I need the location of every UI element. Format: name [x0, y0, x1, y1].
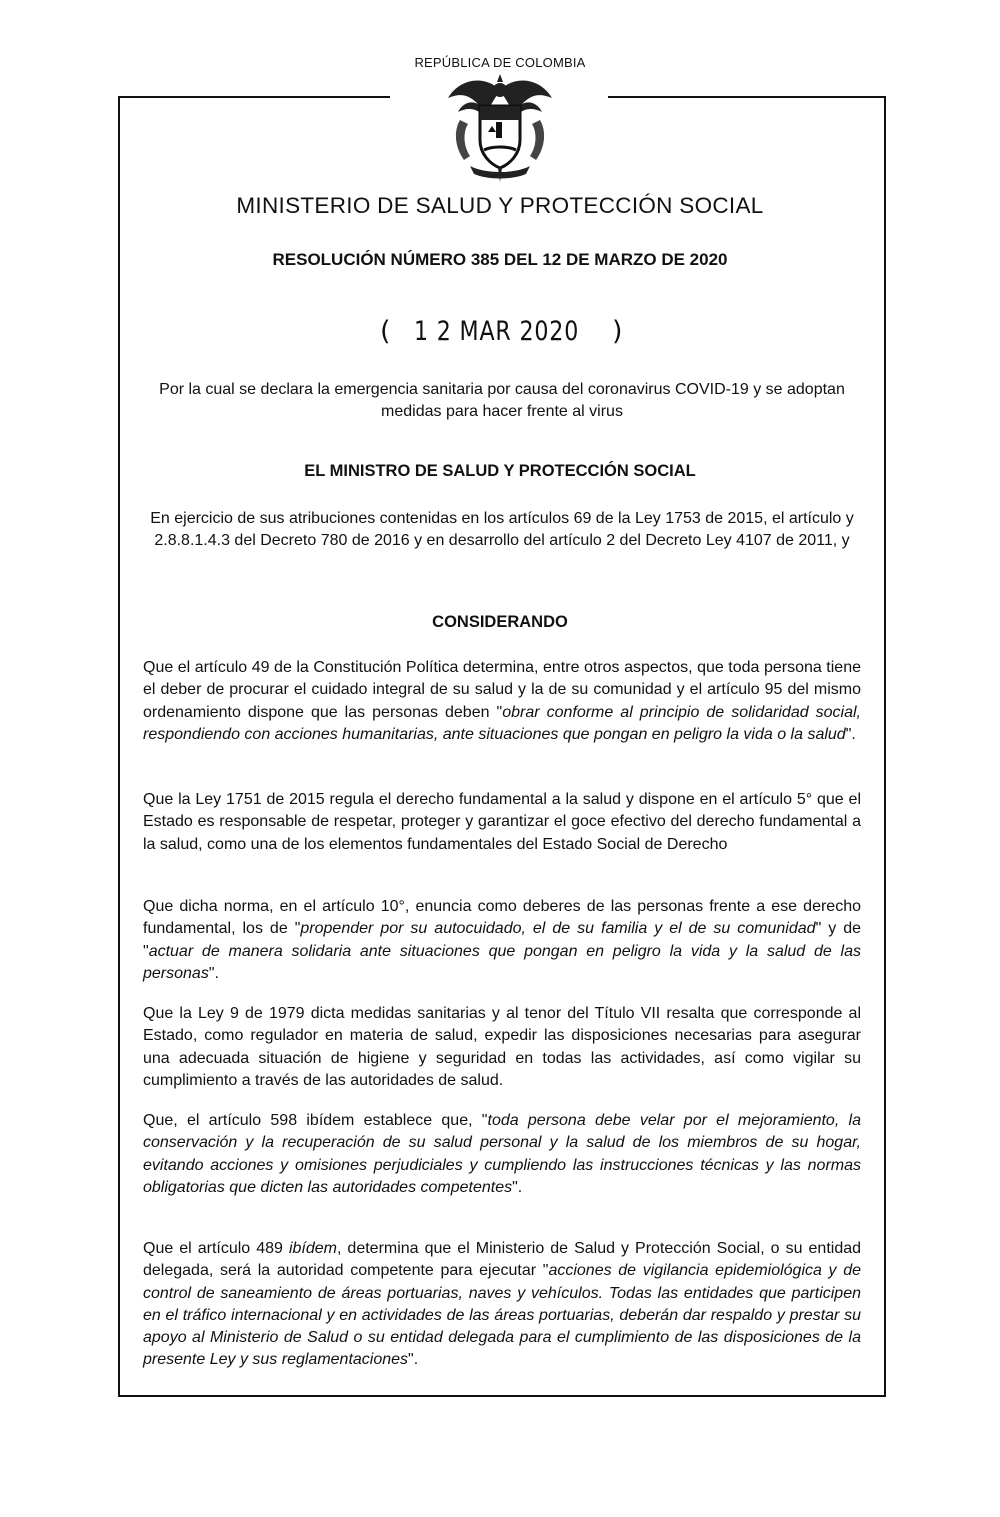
- coat-of-arms-icon: [440, 70, 560, 182]
- paragraph-2: Que la Ley 1751 de 2015 regula el derecho fundamental a la salud y dispone en el artículo 5° que el Estado es responsable de respetar, proteger y garantizar el goce efectivo del derecho fundamental a la salud, como una de los elementos fundamentales del Estado Social de Derecho: [143, 791, 861, 853]
- paragraph-1: [143, 657, 861, 746]
- stamp-open-paren: (: [380, 316, 391, 347]
- minister-heading: EL MINISTRO DE SALUD Y PROTECCIÓN SOCIAL: [304, 462, 696, 480]
- paragraph-6-middle: , determina que el Ministerio de Salud y Protección Social, o su entidad delegada, será la autoridad competente para ejecutar ": [143, 1240, 862, 1280]
- frame-bottom: [118, 1395, 886, 1397]
- paragraph-3-quote-2: actuar de manera solidaria ante situaciones que pongan en peligro la vida y la salud de las personas: [143, 942, 861, 982]
- paragraph-4: Que la Ley 9 de 1979 dicta medidas sanitarias y al tenor del Título VII resalta que corresponde al Estado, como regulador en materia de salud, expedir las disposiciones necesarias para asegurar una adecuada situación de higiene y seguridad en todas las actividades, así como vigilar su cumplimiento a través de las autoridades de salud.: [143, 1005, 861, 1089]
- paragraph-1-quote: obrar conforme al principio de solidaridad social, respondiendo con acciones humanitarias, ante situaciones que pongan en peligro la vida o la salud: [143, 703, 861, 743]
- ministry-title: MINISTERIO DE SALUD Y PROTECCIÓN SOCIAL: [236, 193, 764, 218]
- resolution-subject: Por la cual se declara la emergencia sanitaria por causa del coronavirus COVID-19 y se adoptan medidas para hacer frente al virus: [159, 381, 845, 420]
- paragraph-5-text: Que, el artículo 598 ibídem establece que, ": [143, 1112, 488, 1129]
- paragraph-3-end: ".: [208, 964, 219, 982]
- paragraph-6-quote: acciones de vigilancia epidemiológica y de control de saneamiento de áreas portuarias, naves y vehículos. Todas las entidades que participen en el tráfico internacional y en actividades de las áreas portuarias, deberán dar respaldo y prestar su apoyo al Ministerio de Salud o su entidad delegada para el cumplimiento de las disposiciones de la presente Ley y sus reglamentaciones: [143, 1262, 862, 1369]
- paragraph-3: [143, 896, 861, 985]
- paragraph-3-quote-1: propender por su autocuidado, el de su familia y el de su comunidad: [300, 920, 816, 938]
- exercise-clause: En ejercicio de sus atribuciones contenidas en los artículos 69 de la Ley 1753 de 2015, el artículo y 2.8.8.1.4.3 del Decreto 780 de 2016 y en desarrollo del artículo 2 del Decreto Ley 4107 de 2011, y: [150, 510, 854, 549]
- frame-right: [884, 96, 886, 1396]
- paragraph-5-end: ".: [512, 1178, 523, 1196]
- paragraph-3-text: Que dicha norma, en el artículo 10°, enuncia como deberes de las personas frente a ese derecho fundamental, los de ": [143, 898, 861, 938]
- resolution-number: RESOLUCIÓN NÚMERO 385 DEL 12 DE MARZO DE 2020: [272, 250, 728, 269]
- frame-top-left: [118, 96, 390, 98]
- paragraph-3-joiner: " y de ": [143, 920, 861, 960]
- paragraph-6-end: ".: [408, 1351, 419, 1369]
- frame-top-right: [608, 96, 886, 98]
- paragraph-5: [143, 1110, 861, 1199]
- stamp-date: 1 2 MAR 2020: [414, 316, 580, 347]
- considerando-heading: CONSIDERANDO: [432, 613, 568, 631]
- frame-left: [118, 96, 120, 1396]
- paragraph-6-text: Que el artículo 489: [143, 1240, 289, 1257]
- paragraph-5-quote: toda persona debe velar por el mejoramiento, la conservación y la recuperación de su salud personal y la salud de los miembros de su hogar, evitando acciones y omisiones perjudiciales y cumpliendo las instrucciones técnicas y las normas obligatorias que dicten las autoridades competentes: [143, 1112, 861, 1196]
- paragraph-1-text: Que el artículo 49 de la Constitución Política determina, entre otros aspectos, que toda persona tiene el deber de procurar el cuidado integral de su salud y la de su comunidad y el artículo 95 del mismo ordenamiento dispone que las personas deben ": [143, 659, 861, 721]
- paragraph-6: [143, 1238, 861, 1372]
- paragraph-6-ibidem: ibídem: [288, 1240, 337, 1257]
- republic-heading: REPÚBLICA DE COLOMBIA: [414, 55, 586, 70]
- stamp-close-paren: ): [612, 316, 623, 347]
- paragraph-1-end: ".: [845, 725, 856, 743]
